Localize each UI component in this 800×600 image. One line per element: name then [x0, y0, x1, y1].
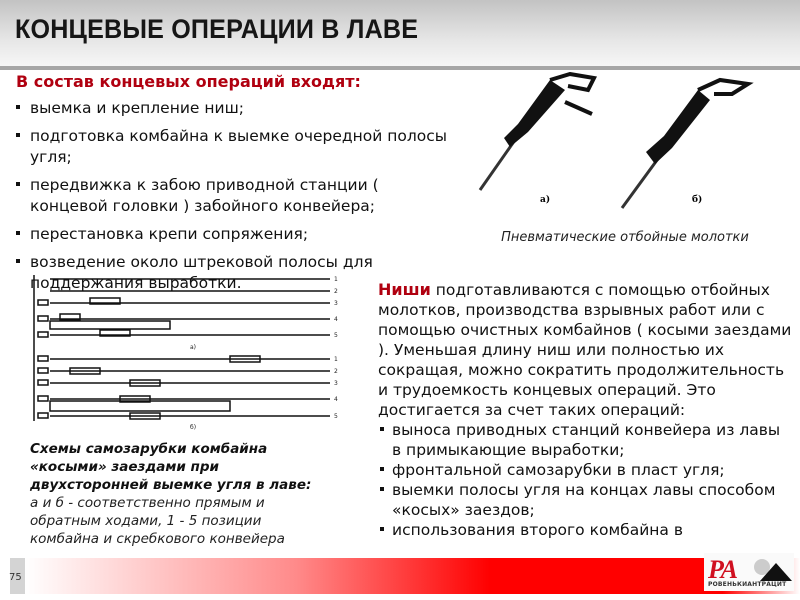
svg-text:б): б): [190, 424, 197, 431]
bullet-icon: [380, 487, 384, 491]
svg-text:2: 2: [334, 288, 338, 295]
svg-text:3: 3: [334, 300, 338, 307]
bullet-icon: [380, 427, 384, 431]
niches-section: [378, 280, 793, 540]
bullet-icon: [380, 527, 384, 531]
list-item: выемки полосы угля на концах лавы способом «косых» заездов;: [378, 480, 793, 520]
bullet-icon: [16, 231, 20, 235]
svg-text:1: 1: [334, 276, 338, 283]
hammer-b-icon: [622, 80, 748, 208]
logo-text: РОВЕНЬКИАНТРАЦИТ: [708, 581, 787, 588]
list-item: перестановка крепи сопряжения;: [14, 224, 454, 245]
niches-paragraph: [378, 280, 793, 420]
list-item: выемка и крепление ниш;: [14, 98, 454, 119]
list-item: передвижка к забою приводной станции ( концевой головки ) забойного конвейера;: [14, 175, 454, 217]
svg-text:а): а): [190, 344, 197, 351]
list-item: возведение около штрековой полосы для поддержания выработки.: [14, 252, 454, 294]
list-item: использования второго комбайна в: [378, 520, 793, 540]
pneumatic-hammers-image: [470, 72, 780, 222]
footer-red-bar: [25, 558, 800, 594]
list-item: подготовка комбайна к выемке очередной полосы угля;: [14, 126, 454, 168]
bullet-icon: [380, 467, 384, 471]
niches-list: [378, 420, 793, 540]
svg-text:3: 3: [334, 380, 338, 387]
operations-intro: В состав концевых операций входят:: [16, 72, 361, 91]
company-logo: [704, 553, 794, 591]
schemes-caption-title: Схемы самозарубки комбайна «косыми» заездами при двухсторонней выемке угля в лаве:: [30, 441, 312, 493]
niches-lead: Ниши: [378, 280, 431, 299]
svg-text:1: 1: [334, 356, 338, 363]
bullet-icon: [16, 259, 20, 263]
svg-text:а): а): [540, 195, 551, 205]
svg-text:б): б): [692, 195, 703, 205]
svg-text:5: 5: [334, 413, 338, 420]
slide-header: [0, 0, 800, 66]
slide-title: КОНЦЕВЫЕ ОПЕРАЦИИ В ЛАВЕ: [15, 14, 419, 44]
schemes-caption-legend: а и б - соответственно прямым и обратным ходами, 1 - 5 позиции комбайна и скребкового конвейера: [30, 495, 285, 547]
header-divider: [0, 66, 800, 70]
schemes-caption: [30, 440, 330, 548]
svg-text:4: 4: [334, 396, 338, 403]
bullet-icon: [16, 105, 20, 109]
svg-text:4: 4: [334, 316, 338, 323]
bullet-icon: [16, 182, 20, 186]
list-item: фронтальной самозарубки в пласт угля;: [378, 460, 793, 480]
tools-caption: Пневматические отбойные молотки: [501, 230, 749, 245]
svg-text:2: 2: [334, 368, 338, 375]
svg-text:5: 5: [334, 332, 338, 339]
niches-text: подготавливаются с помощью отбойных молотков, производства взрывных работ или с помощью очистных комбайнов ( косыми заездами ). Уменьшая длину ниш или полностью их сокращая, можно сократить продолжительность и трудоемкость концевых операций. Это достигается за счет таких операций:: [378, 281, 792, 419]
hammer-a-icon: [480, 74, 594, 190]
slide-number: 75: [9, 572, 22, 583]
logo-mark: РА: [708, 555, 737, 584]
list-item: выноса приводных станций конвейера из лавы в примыкающие выработки;: [378, 420, 793, 460]
bullet-icon: [16, 133, 20, 137]
self-cutting-schemes-image: [30, 271, 350, 431]
mine-mountain-icon: [750, 557, 792, 581]
